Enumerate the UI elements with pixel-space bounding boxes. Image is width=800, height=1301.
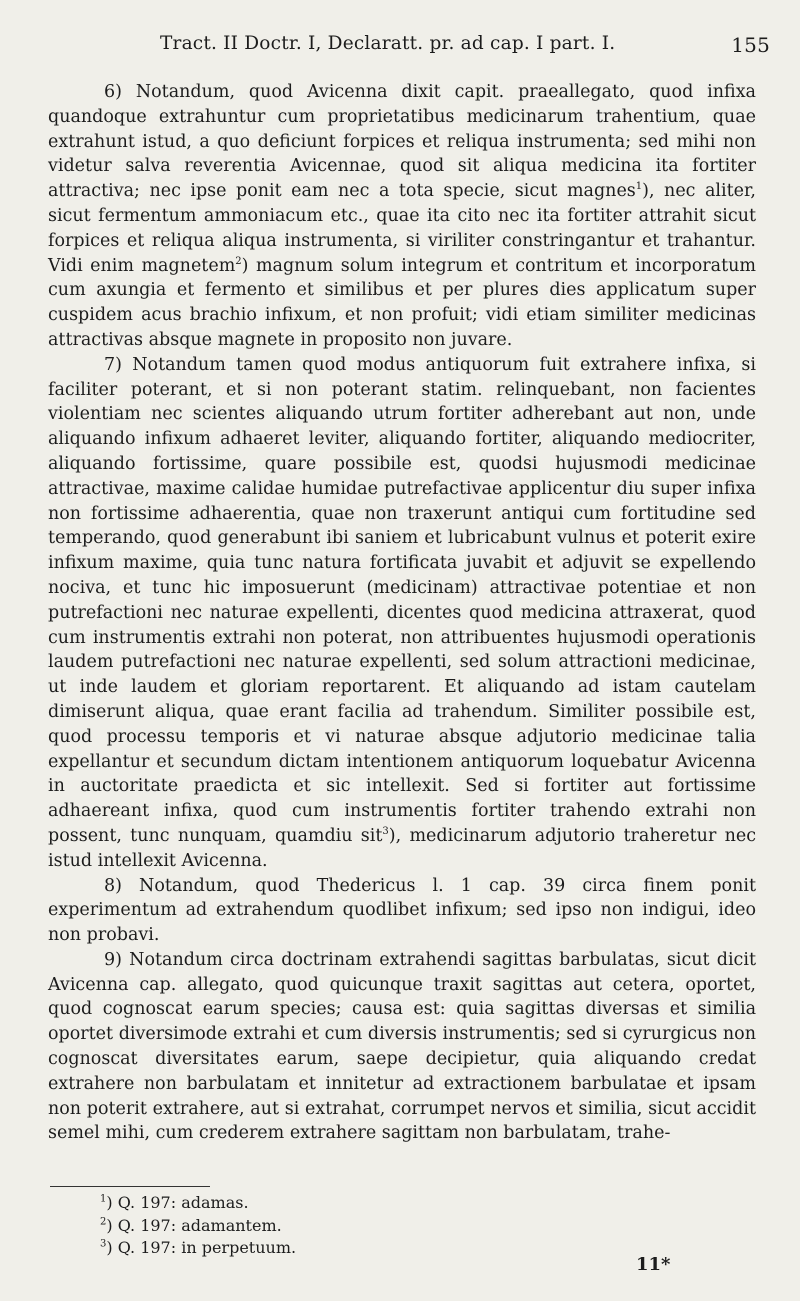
running-title: Tract. II Doctr. I, Declaratt. pr. ad cap. I part. I.: [160, 33, 616, 54]
paragraph-8: 8) Notandum, quod Thedericus l. 1 cap. 39 circa finem ponit experimentum ad extrahendum quodlibet infixum; sed ipso non indigui, ideo non probavi.: [48, 875, 756, 946]
page-header: [160, 33, 770, 63]
footnote-ref-3: 3: [382, 826, 389, 838]
page-number: 155: [731, 33, 770, 57]
footnote-ref-2: 2: [235, 255, 242, 267]
footnotes: [100, 1192, 296, 1260]
main-text: [48, 80, 756, 1146]
footnote-1: $^1$) Q. 197: adamas.: [100, 1193, 249, 1212]
footnote-ref-1: 1: [635, 181, 643, 193]
paragraph-6: 6) Notandum, quod Avicenna dixit capit. praeallegato, quod infixa quandoque extrahuntur cum proprietatibus medicinarum trahentium, quae extrahunt istud, a quo deficiunt forpices et reliqua instrumenta; sed mihi non videtur salva reverentia Avicennae, quod sit aliqua medicina ita fortiter attractiva; nec ipse ponit eam nec a tota specie, sicut magnes$^1$), nec aliter, sicut fermentum ammoniacum etc., quae ita cito nec ita fortiter attrahit sicut forpices et reliqua aliqua instrumenta, si viriliter constringantur et trahantur. Vidi enim magnetem$^2$) magnum solum integrum et contritum et incorporatum cum axungia et fermento et similibus et per plures dies applicatum super cuspidem acus brachio infixum, et non profuit; vidi etiam similiter medicinas attractivas absque magnete in proposito non juvare.: [48, 82, 756, 350]
signature-mark: 11*: [636, 1254, 671, 1275]
footnote-3: $^3$) Q. 197: in perpetuum.: [100, 1238, 297, 1257]
footnote-rule: [50, 1186, 210, 1187]
paragraph-7: 7) Notandum tamen quod modus antiquorum fuit extrahere infixa, si faciliter poterant, et si non poterant statim. relinquebant, non facientes violentiam nec scientes aliquando utrum fortiter adherebant aut non, unde aliquando infixum adhaeret leviter, aliquando fortiter, aliquando mediocriter, aliquando fortissime, quare possibile est, quodsi hujusmodi medicinae attractivae, maxime calidae humidae putrefactivae applicentur diu super infixa non fortissime adhaerentia, quae non traxerunt antiqui cum fortitudine sed temperando, quod generabunt ibi saniem et lubricabunt vulnus et poterit exire infixum maxime, quia tunc natura fortificata juvabit et adjuvit se expellendo nociva, et tunc hic imposuerunt (medicinam) attractivae potentiae et non putrefactioni nec naturae expellenti, dicentes quod medicina attraxerat, quod cum instrumentis extrahi non poterat, non attribuentes hujusmodi operationis laudem putrefactioni nec naturae expellenti, sed solum attractioni medicinae, ut inde laudem et gloriam reportarent. Et aliquando ad istam cautelam dimiserunt aliqua, quae erant facilia ad trahendum. Similiter possibile est, quod processu temporis et vi naturae absque adjutorio medicinae talia expellantur et secundum dictam intentionem antiquorum loquebatur Avicenna in auctoritate praedicta et sic intellexit. Sed si fortiter aut fortissime adhaereant infixa, quod cum instrumentis fortiter trahendo extrahi non possent, tunc nunquam, quamdiu sit$^3$), medicinarum adjutorio traheretur nec istud intellexit Avicenna.: [48, 354, 757, 871]
footnote-2: $^2$) Q. 197: adamantem.: [100, 1215, 282, 1235]
paragraph-9: 9) Notandum circa doctrinam extrahendi sagittas barbulatas, sicut dicit Avicenna cap. allegato, quod quicunque traxit sagittas aut cetera, oportet, quod cognoscat earum species; causa est: quia sagittas diversas et similia oportet diversimode extrahi et cum diversis instrumentis; sed si cyrurgicus non cognoscat diversitates earum, saepe decipietur, quia aliquando credat extrahere non barbulatam et innitetur ad extractionem barbulatae et ipsam non poterit extrahere, aut si extrahat, corrumpet nervos et similia, sicut accidit semel mihi, cum crederem extrahere sagittam non barbulatam, trahe-: [48, 949, 756, 1144]
